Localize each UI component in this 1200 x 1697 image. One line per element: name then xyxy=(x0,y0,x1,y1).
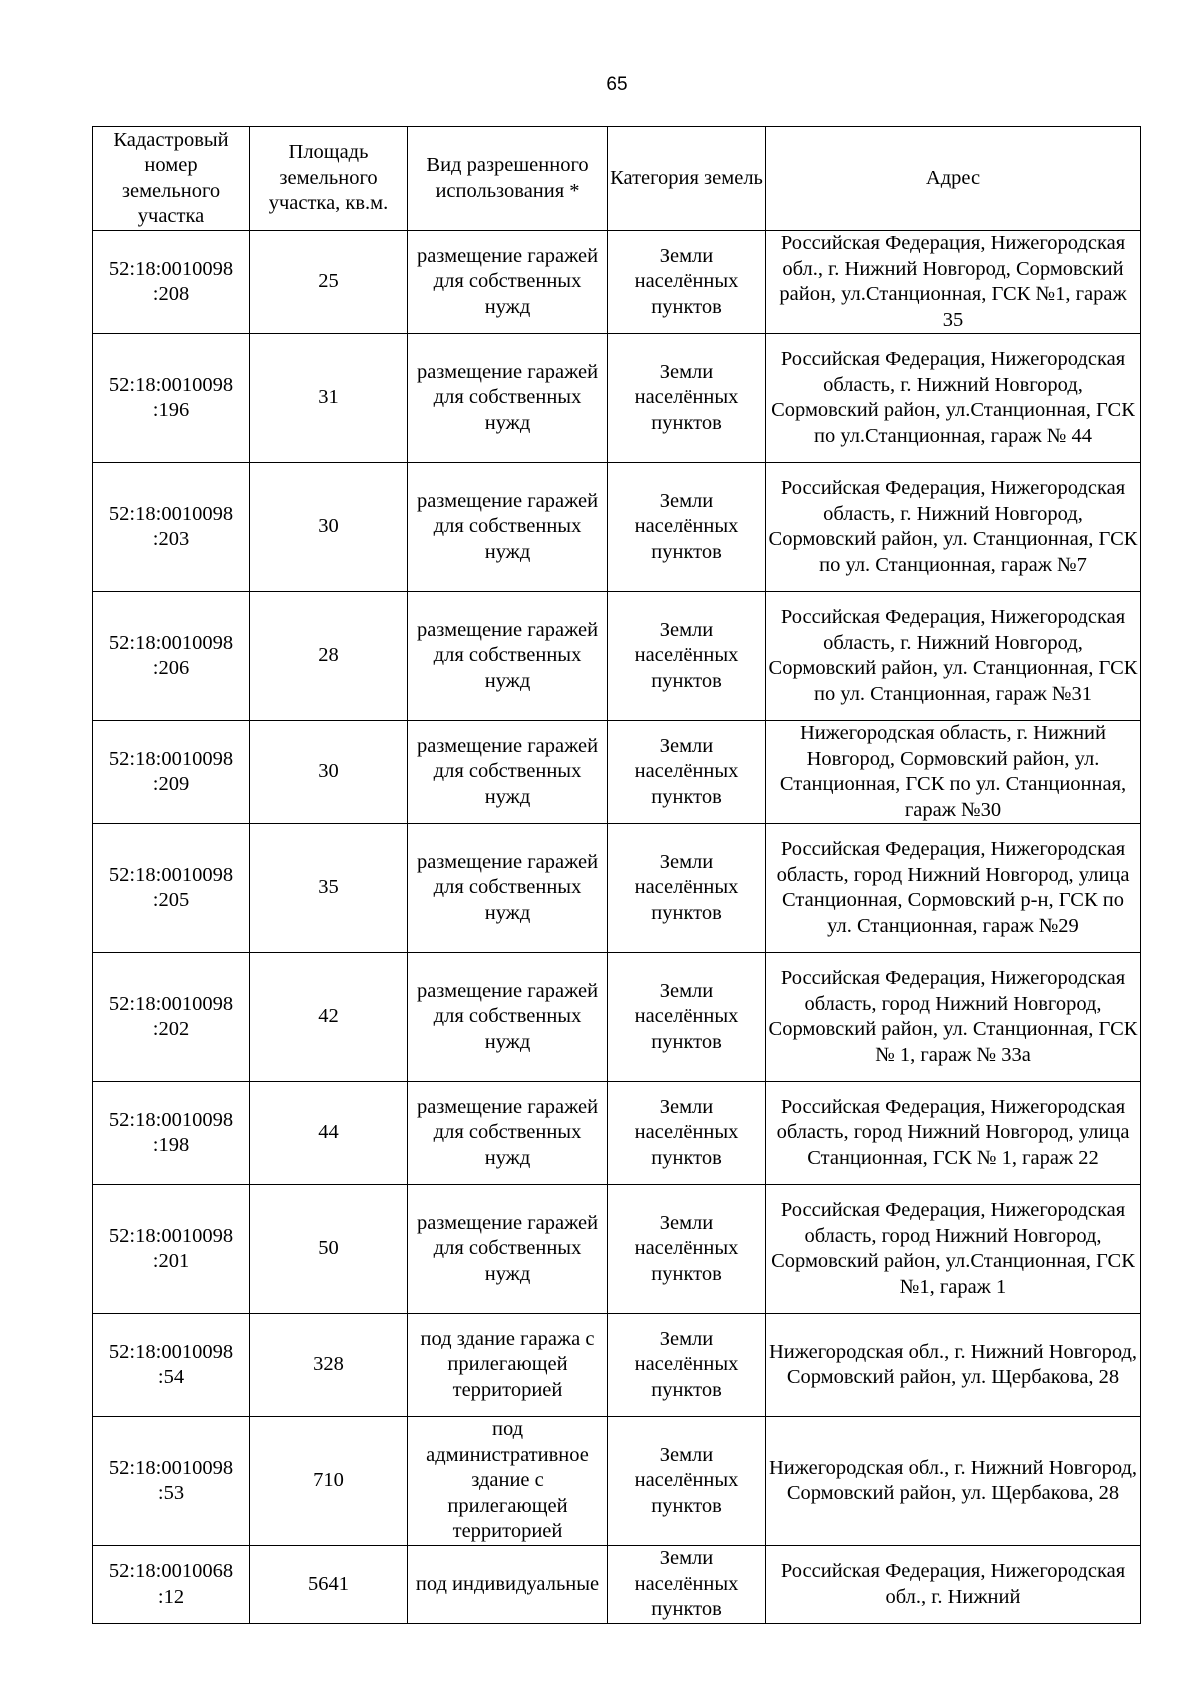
cell-area: 25 xyxy=(250,231,408,334)
cell-category: Земли населённых пунктов xyxy=(608,463,766,592)
header-area: Площадь земельного участка, кв.м. xyxy=(250,127,408,231)
cell-area: 42 xyxy=(250,953,408,1082)
cell-cadastral: 52:18:0010098 :54 xyxy=(93,1314,250,1417)
cell-area: 328 xyxy=(250,1314,408,1417)
page-number: 65 xyxy=(606,74,628,95)
header-cadastral: Кадастровый номер земельного участка xyxy=(93,127,250,231)
cell-cadastral: 52:18:0010098 :206 xyxy=(93,592,250,721)
cell-address: Российская Федерация, Нижегородская область, город Нижний Новгород, Сормовский район, ул.Станционная, ГСК №1, гараж 1 xyxy=(766,1185,1141,1314)
cell-address: Российская Федерация, Нижегородская обл., г. Нижний Новгород, Сормовский район, ул.Станционная, ГСК №1, гараж 35 xyxy=(766,231,1141,334)
cell-area: 710 xyxy=(250,1417,408,1546)
cell-category: Земли населённых пунктов xyxy=(608,1082,766,1185)
cell-category: Земли населённых пунктов xyxy=(608,721,766,824)
cell-cadastral: 52:18:0010098 :205 xyxy=(93,824,250,953)
cell-cadastral: 52:18:0010098 :196 xyxy=(93,334,250,463)
cell-address: Российская Федерация, Нижегородская область, г. Нижний Новгород, Сормовский район, ул. Станционная, ГСК по ул. Станционная, гараж №31 xyxy=(766,592,1141,721)
cell-area: 28 xyxy=(250,592,408,721)
cell-category: Земли населённых пунктов xyxy=(608,953,766,1082)
table-row xyxy=(93,463,1141,592)
cell-category: Земли населённых пунктов xyxy=(608,1314,766,1417)
cell-address: Нижегородская область, г. Нижний Новгород, Сормовский район, ул. Станционная, ГСК по ул. Станционная, гараж №30 xyxy=(766,721,1141,824)
cell-cadastral: 52:18:0010098 :203 xyxy=(93,463,250,592)
table-row xyxy=(93,1417,1141,1546)
cell-use: размещение гаражей для собственных нужд xyxy=(408,592,608,721)
cell-cadastral: 52:18:0010098 :53 xyxy=(93,1417,250,1546)
cell-category: Земли населённых пунктов xyxy=(608,1546,766,1624)
cell-use: размещение гаражей для собственных нужд xyxy=(408,824,608,953)
cell-area: 30 xyxy=(250,721,408,824)
cell-area: 30 xyxy=(250,463,408,592)
cell-use: под административное здание с прилегающей территорией xyxy=(408,1417,608,1546)
cell-cadastral: 52:18:0010068 :12 xyxy=(93,1546,250,1624)
table-header-row xyxy=(93,127,1141,231)
cell-category: Земли населённых пунктов xyxy=(608,1417,766,1546)
table-row xyxy=(93,824,1141,953)
cell-address: Нижегородская обл., г. Нижний Новгород, Сормовский район, ул. Щербакова, 28 xyxy=(766,1417,1141,1546)
cell-use: размещение гаражей для собственных нужд xyxy=(408,463,608,592)
cell-cadastral: 52:18:0010098 :209 xyxy=(93,721,250,824)
table-row xyxy=(93,1082,1141,1185)
cell-address: Российская Федерация, Нижегородская область, город Нижний Новгород, улица Станционная, Сормовский р-н, ГСК по ул. Станционная, гараж №29 xyxy=(766,824,1141,953)
table-row xyxy=(93,1546,1141,1624)
cell-use: размещение гаражей для собственных нужд xyxy=(408,1185,608,1314)
cell-use: размещение гаражей для собственных нужд xyxy=(408,953,608,1082)
cell-address: Нижегородская обл., г. Нижний Новгород, Сормовский район, ул. Щербакова, 28 xyxy=(766,1314,1141,1417)
table-row xyxy=(93,231,1141,334)
cell-address: Российская Федерация, Нижегородская область, г. Нижний Новгород, Сормовский район, ул.Станционная, ГСК по ул.Станционная, гараж № 44 xyxy=(766,334,1141,463)
cell-use: под здание гаража с прилегающей территорией xyxy=(408,1314,608,1417)
cell-area: 5641 xyxy=(250,1546,408,1624)
cell-cadastral: 52:18:0010098 :208 xyxy=(93,231,250,334)
cell-cadastral: 52:18:0010098 :198 xyxy=(93,1082,250,1185)
cell-address: Российская Федерация, Нижегородская обл., г. Нижний xyxy=(766,1546,1141,1624)
land-plots-table xyxy=(92,126,1141,1624)
cell-category: Земли населённых пунктов xyxy=(608,1185,766,1314)
cell-area: 31 xyxy=(250,334,408,463)
cell-area: 35 xyxy=(250,824,408,953)
header-category: Категория земель xyxy=(608,127,766,231)
cell-area: 50 xyxy=(250,1185,408,1314)
cell-address: Российская Федерация, Нижегородская область, город Нижний Новгород, Сормовский район, ул. Станционная, ГСК № 1, гараж № 33а xyxy=(766,953,1141,1082)
table-row xyxy=(93,953,1141,1082)
table-row xyxy=(93,592,1141,721)
cell-use: под индивидуальные xyxy=(408,1546,608,1624)
cell-category: Земли населённых пунктов xyxy=(608,592,766,721)
cell-address: Российская Федерация, Нижегородская область, город Нижний Новгород, улица Станционная, ГСК № 1, гараж 22 xyxy=(766,1082,1141,1185)
cell-category: Земли населённых пунктов xyxy=(608,334,766,463)
cell-area: 44 xyxy=(250,1082,408,1185)
cell-category: Земли населённых пунктов xyxy=(608,231,766,334)
cell-use: размещение гаражей для собственных нужд xyxy=(408,231,608,334)
table-row xyxy=(93,1185,1141,1314)
table-row xyxy=(93,334,1141,463)
table-row xyxy=(93,1314,1141,1417)
cell-address: Российская Федерация, Нижегородская область, г. Нижний Новгород, Сормовский район, ул. Станционная, ГСК по ул. Станционная, гараж №7 xyxy=(766,463,1141,592)
cell-category: Земли населённых пунктов xyxy=(608,824,766,953)
cell-cadastral: 52:18:0010098 :202 xyxy=(93,953,250,1082)
cell-use: размещение гаражей для собственных нужд xyxy=(408,721,608,824)
cell-cadastral: 52:18:0010098 :201 xyxy=(93,1185,250,1314)
table-body xyxy=(93,231,1141,1624)
cell-use: размещение гаражей для собственных нужд xyxy=(408,334,608,463)
table-row xyxy=(93,721,1141,824)
header-address: Адрес xyxy=(766,127,1141,231)
header-use: Вид разрешенного использования * xyxy=(408,127,608,231)
cell-use: размещение гаражей для собственных нужд xyxy=(408,1082,608,1185)
